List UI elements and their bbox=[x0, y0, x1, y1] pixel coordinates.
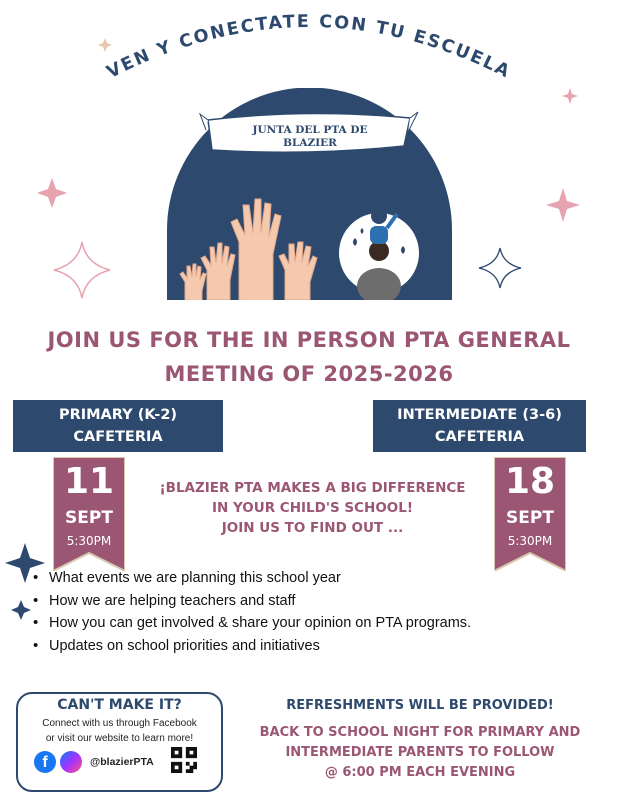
footer-line1: BACK TO SCHOOL NIGHT FOR PRIMARY AND bbox=[259, 725, 581, 740]
primary-box bbox=[13, 400, 223, 452]
star-navy-icon bbox=[11, 600, 31, 620]
sparkle-icon bbox=[562, 88, 578, 104]
sparkle-outline-icon bbox=[54, 242, 110, 298]
intermediate-day: 18 bbox=[504, 461, 556, 502]
intermediate-title: INTERMEDIATE (3-6) bbox=[397, 407, 562, 423]
sparkle-icon bbox=[546, 188, 580, 222]
list-item: • Updates on school priorities and initiatives bbox=[33, 635, 593, 658]
headline-line1: JOIN US FOR THE IN PERSON PTA GENERAL bbox=[47, 328, 571, 352]
sparkle-outline-icon bbox=[479, 248, 521, 288]
sparkle-icon bbox=[98, 38, 112, 52]
agenda-list bbox=[33, 567, 593, 657]
primary-time: 5:30PM bbox=[66, 534, 112, 548]
banner-ribbon bbox=[198, 100, 420, 164]
banner-line1: JUNTA DEL PTA DE bbox=[252, 124, 368, 136]
primary-location: CAFETERIA bbox=[73, 429, 163, 445]
primary-day: 11 bbox=[63, 461, 115, 502]
primary-date-ribbon bbox=[53, 457, 125, 571]
headline-line2: MEETING OF 2025-2026 bbox=[164, 362, 454, 386]
middle-message bbox=[140, 478, 485, 538]
facebook-icon[interactable]: f bbox=[34, 751, 56, 773]
list-item: • How we are helping teachers and staff bbox=[33, 590, 593, 613]
messenger-icon[interactable] bbox=[60, 751, 82, 773]
svg-text:VEN Y CONECTATE CON TU ESCUELA: VEN Y CONECTATE CON TU ESCUELA bbox=[103, 11, 515, 83]
contact-line2: or visit our website to learn more! bbox=[45, 733, 194, 744]
contact-line1: Connect with us through Facebook bbox=[42, 718, 197, 729]
primary-month: SEPT bbox=[65, 508, 113, 528]
list-item: • How you can get involved & share your opinion on PTA programs. bbox=[33, 612, 593, 635]
banner-line2: BLAZIER bbox=[283, 137, 337, 149]
intermediate-time: 5:30PM bbox=[507, 534, 553, 548]
primary-title: PRIMARY (K-2) bbox=[58, 407, 178, 423]
intermediate-month: SEPT bbox=[506, 508, 554, 528]
qr-code-icon[interactable] bbox=[171, 747, 197, 773]
contact-text bbox=[22, 716, 217, 746]
footer-line2: INTERMEDIATE PARENTS TO FOLLOW bbox=[285, 745, 555, 760]
intermediate-box bbox=[373, 400, 586, 452]
refreshments-text: REFRESHMENTS WILL BE PROVIDED! bbox=[286, 698, 554, 713]
footer-line3: @ 6:00 PM EACH EVENING bbox=[324, 765, 516, 780]
list-item: • What events we are planning this school year bbox=[33, 567, 593, 590]
social-handle[interactable]: @blazierPTA bbox=[90, 756, 154, 768]
middle-line1: ¡BLAZIER PTA MAKES A BIG DIFFERENCE bbox=[159, 480, 466, 496]
contact-card bbox=[16, 692, 223, 792]
middle-line2: IN YOUR CHILD'S SCHOOL! bbox=[211, 500, 414, 516]
sparkle-icon bbox=[37, 178, 67, 208]
contact-title: CAN'T MAKE IT? bbox=[57, 697, 182, 713]
intermediate-location: CAFETERIA bbox=[434, 429, 525, 445]
intermediate-date-ribbon bbox=[494, 457, 566, 571]
middle-line3: JOIN US TO FIND OUT ... bbox=[221, 520, 404, 536]
